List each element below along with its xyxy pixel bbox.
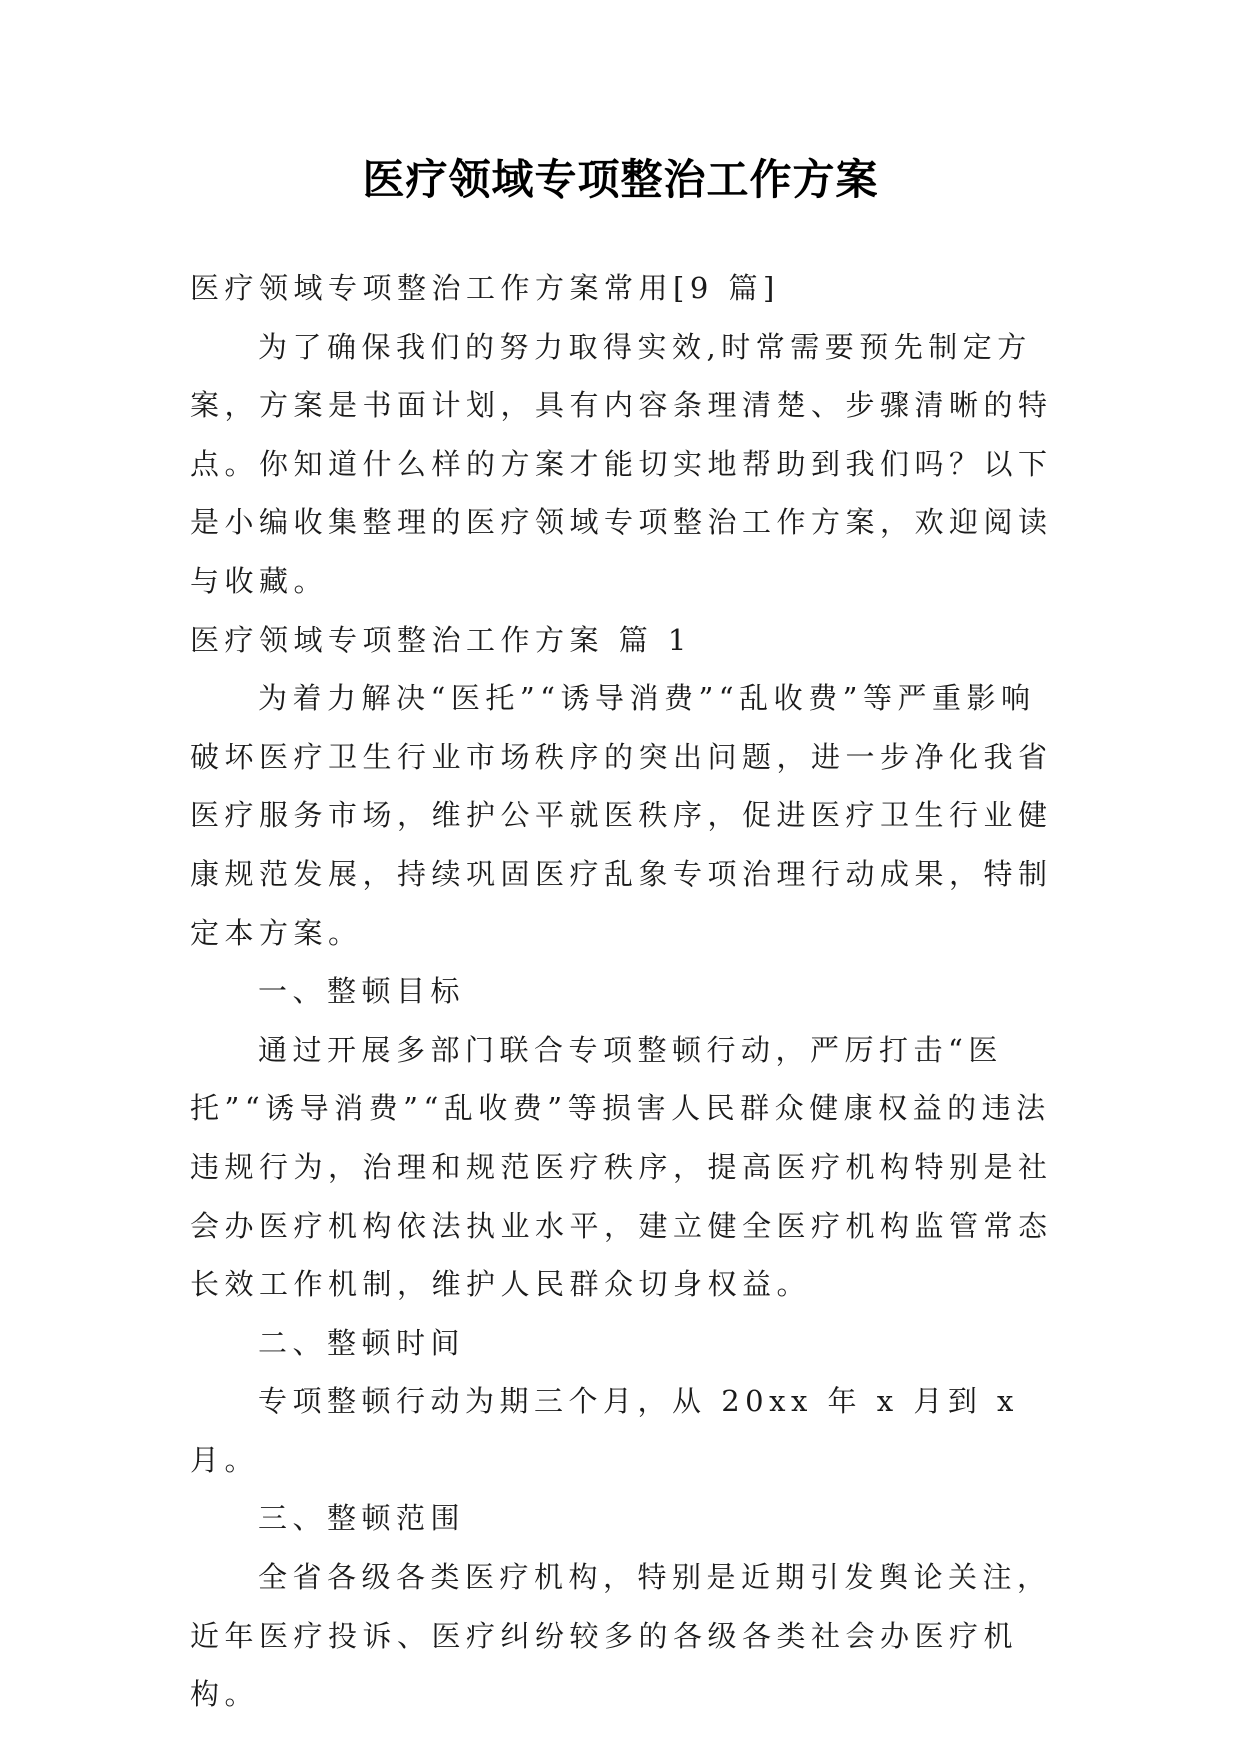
goal-paragraph: 通过开展多部门联合专项整顿行动，严厉打击“医托”“诱导消费”“乱收费”等损害人民群众健康权益的违法违规行为，治理和规范医疗秩序，提高医疗机构特别是社会办医疗机构依法执业水平，建立健全医疗机构监管常态长效工作机制，维护人民群众切身权益。	[190, 1032, 1053, 1302]
intro-paragraph: 为了确保我们的努力取得实效,时常需要预先制定方案，方案是书面计划，具有内容条理清楚、步骤清晰的特点。你知道什么样的方案才能切实地帮助到我们吗？以下是小编收集整理的医疗领域专项整治工作方案，欢迎阅读与收藏。	[190, 329, 1053, 598]
heading-time: 二、整顿时间	[258, 1325, 466, 1360]
document-body	[190, 259, 1058, 1724]
section-heading-part1: 医疗领域专项整治工作方案 篇 1	[190, 622, 692, 657]
scope-paragraph: 全省各级各类医疗机构，特别是近期引发舆论关注，近年医疗投诉、医疗纠纷较多的各级各类社会办医疗机构。	[190, 1560, 1052, 1712]
purpose-paragraph: 为着力解决“医托”“诱导消费”“乱收费”等严重影响破坏医疗卫生行业市场秩序的突出问题，进一步净化我省医疗服务市场，维护公平就医秩序，促进医疗卫生行业健康规范发展，持续巩固医疗乱象专项治理行动成果，特制定本方案。	[190, 681, 1053, 950]
time-paragraph: 专项整顿行动为期三个月，从 20xx 年 x 月到 x 月。	[190, 1384, 1019, 1477]
heading-goal: 一、整顿目标	[258, 974, 466, 1009]
document-title: 医疗领域专项整治工作方案	[362, 155, 879, 204]
heading-scope: 三、整顿范围	[258, 1501, 466, 1536]
subtitle-paragraph: 医疗领域专项整治工作方案常用[9 篇]	[190, 271, 780, 305]
